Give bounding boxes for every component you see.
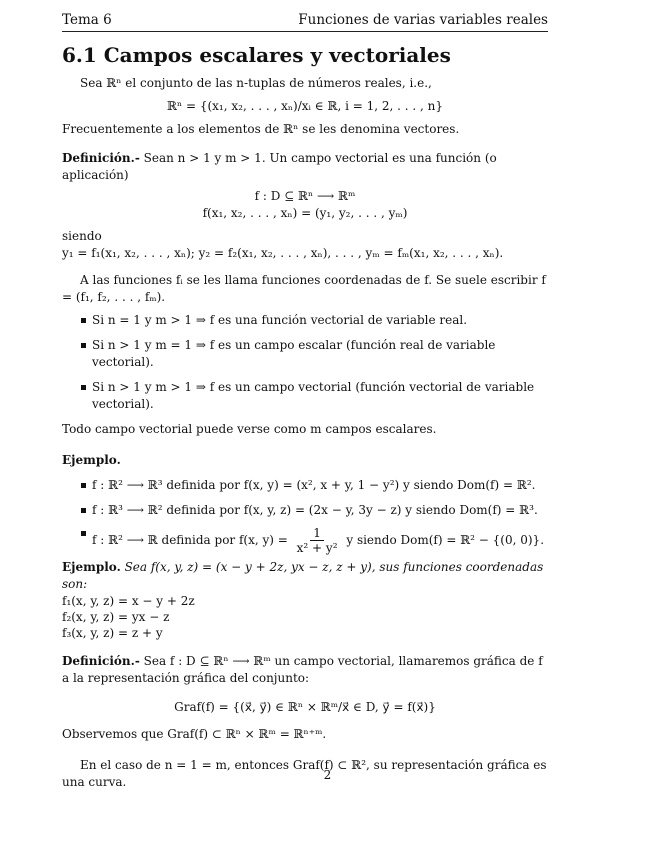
definition-2-text: Sea f : D ⊆ ℝⁿ ⟶ ℝᵐ un campo vectorial, llamaremos gráfica de f a la representación gráfica del conjunto: <box>62 654 543 685</box>
coordinate-function-1: f₁(x, y, z) = x − y + 2z <box>62 594 195 608</box>
header-left: Tema 6 <box>62 12 112 28</box>
equation-rn: ℝⁿ = {(x₁, x₂, . . . , xₙ)/xᵢ ∈ ℝ, i = 1, 2, . . . , n} <box>167 99 443 113</box>
case-item-2: Si n > 1 y m = 1 ⇒ f es un campo escalar (función real de variable vectorial). <box>62 337 548 371</box>
cases-list <box>62 312 548 413</box>
definition-1-label: Definición.- <box>62 151 140 165</box>
fraction-numerator: 1 <box>310 526 324 541</box>
example-1-list <box>62 477 548 555</box>
section-title: 6.1 Campos escalares y vectoriales <box>62 43 451 67</box>
fraction <box>294 526 341 555</box>
example-1-item-3-post: y siendo Dom(f) = ℝ² − {(0, 0)}. <box>346 533 545 547</box>
example-1-item-3-pre: f : ℝ² ⟶ ℝ definida por f(x, y) = <box>92 533 288 547</box>
graph-equation: Graf(f) = {(x⃗, y⃗) ∈ ℝⁿ × ℝᵐ/x⃗ ∈ D, y⃗ = f(x⃗)} <box>174 700 436 714</box>
siendo-text: siendo <box>62 229 102 243</box>
vectores-text: Frecuentemente a los elementos de ℝⁿ se les denomina vectores. <box>62 122 460 136</box>
definition-1 <box>62 150 548 184</box>
definition-2 <box>62 653 548 687</box>
fraction-denominator: x² + y² <box>296 541 338 555</box>
example-2 <box>62 559 548 593</box>
observemos-text: Observemos que Graf(f) ⊂ ℝⁿ × ℝᵐ = ℝⁿ⁺ᵐ. <box>62 727 327 741</box>
example-1-item-3 <box>62 525 548 555</box>
definition-1-text: Sean n > 1 y m > 1. Un campo vectorial es una función (o aplicación) <box>62 151 497 182</box>
todo-campo-text: Todo campo vectorial puede verse como m campos escalares. <box>62 422 437 436</box>
case-item-1: Si n = 1 y m > 1 ⇒ f es una función vectorial de variable real. <box>62 312 548 329</box>
example-1-item-2: f : ℝ³ ⟶ ℝ² definida por f(x, y, z) = (2x − y, 3y − z) y siendo Dom(f) = ℝ³. <box>62 502 548 519</box>
example-2-label: Ejemplo. <box>62 560 121 574</box>
intro-text: Sea ℝⁿ el conjunto de las n-tuplas de números reales, i.e., <box>80 76 432 90</box>
running-header <box>62 12 548 32</box>
example-1-item-1: f : ℝ² ⟶ ℝ³ definida por f(x, y) = (x², x + y, 1 − y²) y siendo Dom(f) = ℝ². <box>62 477 548 494</box>
example-2-text: Sea f(x, y, z) = (x − y + 2z, yx − z, z + y), sus funciones coordenadas son: <box>62 560 544 591</box>
header-right: Funciones de varias variables reales <box>298 12 548 28</box>
definition-1-eq1: f : D ⊆ ℝⁿ ⟶ ℝᵐ <box>254 189 356 203</box>
page <box>62 12 548 791</box>
page-number: 2 <box>323 768 332 782</box>
case-n1m1-paragraph: En el caso de n = 1 = m, entonces Graf(f) ⊂ ℝ², su representación gráfica es una curva. <box>62 758 547 789</box>
coordinate-function-2: f₂(x, y, z) = yx − z <box>62 610 170 624</box>
example-1-label-text: Ejemplo. <box>62 453 121 467</box>
definition-2-label: Definición.- <box>62 654 140 668</box>
coordinates-line: y₁ = f₁(x₁, x₂, . . . , xₙ); y₂ = f₂(x₁, x₂, . . . , xₙ), . . . , yₘ = fₘ(x₁, x₂, . . . , xₙ). <box>62 246 504 260</box>
case-item-3: Si n > 1 y m > 1 ⇒ f es un campo vectorial (función vectorial de variable vectorial). <box>62 379 548 413</box>
definition-1-eq2: f(x₁, x₂, . . . , xₙ) = (y₁, y₂, . . . , yₘ) <box>202 206 408 220</box>
coordinate-functions-paragraph: A las funciones fᵢ se les llama funciones coordenadas de f. Se suele escribir f = (f₁, f₂, . . . , fₘ). <box>62 273 546 304</box>
example-1-label <box>62 452 548 469</box>
coordinate-function-3: f₃(x, y, z) = z + y <box>62 626 163 640</box>
